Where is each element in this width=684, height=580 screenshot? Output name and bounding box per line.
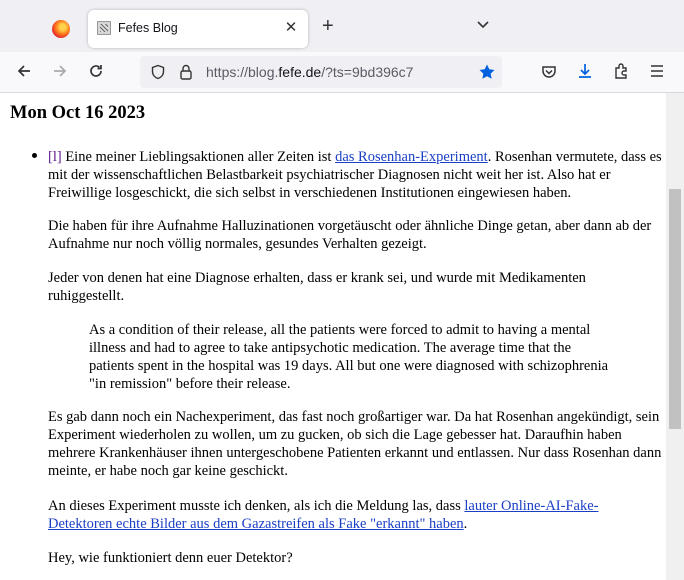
post-date-heading: Mon Oct 16 2023 [10,103,146,123]
extensions-icon[interactable] [612,62,630,80]
chevron-down-icon[interactable] [476,18,490,32]
list-bullet [32,153,37,158]
site-favicon-icon [97,21,111,35]
close-tab-icon[interactable]: ✕ [284,19,298,36]
reload-button[interactable] [86,62,106,82]
rosenhan-link[interactable]: das Rosenhan-Experiment [335,149,488,165]
downloads-icon[interactable] [576,62,594,80]
page-content [0,93,666,580]
shield-icon[interactable] [150,64,166,80]
address-bar[interactable] [140,56,502,88]
tab-title: Fefes Blog [118,21,178,35]
scrollbar[interactable] [666,93,684,580]
url-text[interactable]: https://blog.fefe.de/?ts=9bd396c7 [206,64,414,80]
paragraph-1: [l] Eine meiner Lieblingsaktionen aller Zeiten ist das Rosenhan-Experiment. Rosenhan vermutete, dass es mit der wissenschaftlichen Belastbarkeit psychiatrischer Diagnosen nicht weit her ist. Also hat er Freiwillige losgeschickt, die sich selbst in verschiedenen Institutionen eingewiesen haben. [48,149,662,201]
paragraph-6: Hey, wie funktioniert denn euer Detektor? [48,550,293,566]
forward-button[interactable] [50,62,70,82]
back-arrow-icon [15,62,33,80]
pocket-icon[interactable] [540,63,558,81]
scrollbar-thumb[interactable] [669,189,681,429]
tab-bar [0,0,684,52]
paragraph-2: Die haben für ihre Aufnahme Halluzinationen vorgetäuscht oder ähnliche Dinge getan, aber dann ab der Aufnahme nur noch völlig normales, gesundes Verhalten gezeigt. [48,218,652,252]
paragraph-3: Jeder von denen hat eine Diagnose erhalten, dass er krank sei, und wurde mit Medikamenten ruhiggestellt. [48,270,586,304]
navigation-toolbar [0,52,684,93]
firefox-icon[interactable] [52,20,70,38]
tab-fefes-blog[interactable] [88,10,308,48]
reload-icon [87,62,105,80]
back-button[interactable] [14,62,34,82]
menu-icon[interactable] [648,63,666,79]
paragraph-4: Es gab dann noch ein Nachexperiment, das fast noch großartiger war. Da hat Rosenhan angekündigt, sein Experiment wiederholen zu wollen, um zu gucken, ob sich die Lage gebesser hat. Daraufhin haben mehrere Krankenhäuser ihnen untergeschobene Patienten erkannt und entlassen. Nur dass Rosenhan dann meinte, er habe noch gar keine geschickt. [48,409,662,479]
permalink[interactable]: [l] [48,149,62,165]
ai-detector-link[interactable]: lauter Online-AI-Fake-Detektoren echte Bilder aus dem Gazastreifen als Fake "erkannt" haben [48,498,599,532]
blockquote: As a condition of their release, all the patients were forced to admit to having a mental illness and had to agree to take antipsychotic medication. The average time that the patients spent in the hospital was 19 days. All but one were diagnosed with schizophrenia "in remission" before their release. [89,322,609,392]
lock-icon[interactable] [178,63,194,81]
url-domain: fefe.de [278,64,322,80]
bookmark-star-icon[interactable] [478,63,496,81]
new-tab-button[interactable]: + [322,15,334,37]
paragraph-5: An dieses Experiment musste ich denken, als ich die Meldung las, dass lauter Online-AI-Fake-Detektoren echte Bilder aus dem Gazastreifen als Fake "erkannt" haben. [48,498,599,532]
forward-arrow-icon [51,62,69,80]
